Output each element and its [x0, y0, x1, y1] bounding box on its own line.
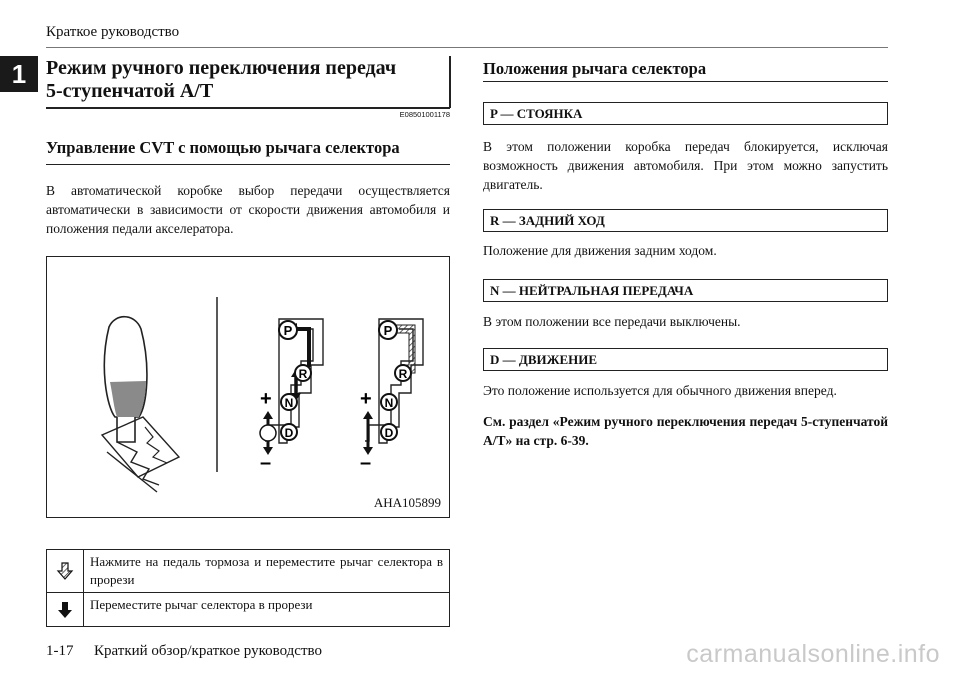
shift-pattern-outline	[360, 319, 423, 474]
positions-title-rule	[483, 81, 888, 82]
position-p-box: P — СТОЯНКА	[483, 102, 888, 125]
shift-pattern-illustration	[47, 257, 449, 517]
position-p-desc: В этом положении коробка передач блокируется, исключая возможность движения автомобиля. При этом можно запустить двигатель.	[483, 139, 888, 192]
running-header: Краткое руководство	[46, 24, 180, 40]
shift-pattern-solid	[260, 319, 323, 474]
page-number: 1-17	[46, 643, 74, 659]
gate-n-label-2: N	[384, 396, 394, 410]
legend-table	[46, 549, 450, 627]
gate-d-label: D	[284, 426, 294, 440]
legend-row	[47, 593, 449, 626]
legend-row	[47, 550, 449, 593]
positions-title: Положения рычага селектора	[483, 59, 707, 78]
gate-n-label: N	[284, 396, 294, 410]
solid-arrow-icon	[47, 593, 84, 626]
section-title-bar	[449, 56, 451, 108]
chapter-tab: 1	[0, 56, 38, 92]
outline-arrow-icon	[47, 550, 84, 592]
section-title-rule	[46, 107, 450, 109]
minus-label: –	[260, 452, 272, 474]
gate-p-label-2: P	[383, 323, 393, 338]
gate-r-label-2: R	[398, 367, 408, 381]
gate-d-label-2: D	[384, 426, 394, 440]
section-title-line2: 5-ступенчатой A/T	[46, 80, 214, 102]
position-n-box: N — НЕЙТРАЛЬНАЯ ПЕРЕДАЧА	[483, 279, 888, 302]
reference-text: См. раздел «Режим ручного переключения передач 5-ступенчатой A/T» на стр. 6-39.	[483, 414, 888, 448]
selector-lever-illustration	[102, 317, 179, 492]
legend-text: Нажмите на педаль тормоза и переместите рычаг селектора в прорези	[90, 554, 443, 587]
position-d-desc: Это положение используется для обычного движения вперед.	[483, 383, 837, 398]
gate-p-label: P	[283, 323, 293, 338]
plus-label: +	[260, 388, 272, 410]
position-d-box: D — ДВИЖЕНИЕ	[483, 348, 888, 371]
figure-label: AHA105899	[373, 495, 441, 510]
position-r-box: R — ЗАДНИЙ ХОД	[483, 209, 888, 232]
page-footer	[46, 643, 322, 660]
subsection-rule	[46, 164, 450, 165]
subsection-title: Управление CVT с помощью рычага селектора	[46, 138, 400, 157]
position-n-desc: В этом положении все передачи выключены.	[483, 314, 741, 329]
section-title-line1: Режим ручного переключения передач	[46, 57, 397, 79]
section-title	[46, 57, 446, 103]
plus-label-2: +	[360, 388, 372, 410]
section-code: E08501001178	[399, 110, 450, 119]
gate-r-label: R	[298, 367, 308, 381]
footer-text: Краткий обзор/краткое руководство	[94, 643, 322, 659]
legend-text: Переместите рычаг селектора в прорези	[90, 597, 313, 612]
minus-label-2: –	[360, 452, 372, 474]
intro-paragraph: В автоматической коробке выбор передачи осуществляется автоматически в зависимости от скорости движения автомобиля и положения педали акселератора.	[46, 183, 450, 236]
watermark: carmanualsonline.info	[686, 640, 940, 668]
position-r-desc: Положение для движения задним ходом.	[483, 243, 717, 258]
selector-figure	[46, 256, 450, 518]
header-rule	[46, 47, 888, 48]
